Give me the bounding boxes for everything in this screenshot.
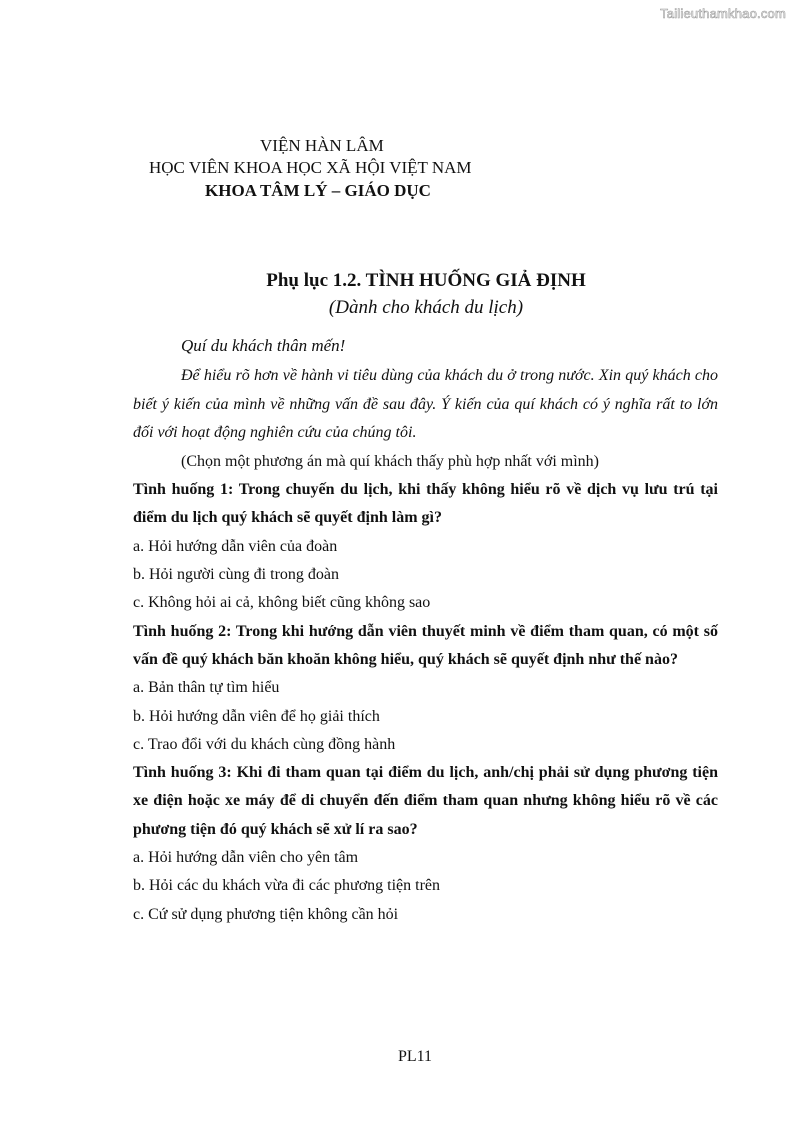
header-line-faculty: KHOA TÂM LÝ – GIÁO DỤC <box>205 181 431 200</box>
document-body <box>133 332 718 929</box>
page-title: Phụ lục 1.2. TÌNH HUỐNG GIẢ ĐỊNH <box>266 270 586 291</box>
greeting: Quí du khách thân mến! <box>181 336 346 355</box>
header-line-institute: HỌC VIÊN KHOA HỌC XÃ HỘI VIỆT NAM <box>149 158 472 177</box>
situation-1-option-b: b. Hỏi người cùng đi trong đoàn <box>133 566 339 584</box>
header-line-academy: VIỆN HÀN LÂM <box>260 136 384 155</box>
situation-2-question: Tình huống 2: Trong khi hướng dẫn viên thuyết minh về điểm tham quan, có một số vấn đề quý khách băn khoăn không hiểu, quý khách sẽ quyết định như thế nào? <box>133 622 718 668</box>
page-subtitle: (Dành cho khách du lịch) <box>328 297 524 318</box>
intro-paragraph: Để hiểu rõ hơn về hành vi tiêu dùng của khách du ở trong nước. Xin quý khách cho biết ý kiến của mình về những vấn đề sau đây. Ý kiến của quí khách có ý nghĩa rất to lớn đối với hoạt động nghiên cứu của chúng tôi. <box>133 367 718 442</box>
situation-1-option-c: c. Không hỏi ai cả, không biết cũng không sao <box>133 594 431 612</box>
instruction-text: (Chọn một phương án mà quí khách thấy phù hợp nhất với mình) <box>181 452 599 470</box>
page-number: PL11 <box>397 1048 433 1065</box>
situation-3-option-b: b. Hỏi các du khách vừa đi các phương tiện trên <box>133 877 441 895</box>
situation-3-question: Tình huống 3: Khi đi tham quan tại điểm du lịch, anh/chị phải sử dụng phương tiện xe điện hoặc xe máy để di chuyển đến điểm tham quan nhưng không hiểu rõ về các phương tiện đó quý khách sẽ xử lí ra sao? <box>133 764 718 838</box>
situation-1-question: Tình huống 1: Trong chuyến du lịch, khi thấy không hiểu rõ về dịch vụ lưu trú tại điểm du lịch quý khách sẽ quyết định làm gì? <box>133 481 718 527</box>
situation-2-option-b: b. Hỏi hướng dẫn viên để họ giải thích <box>133 707 380 725</box>
situation-2-option-c: c. Trao đổi với du khách cùng đồng hành <box>133 735 396 753</box>
situation-2-option-a: a. Bản thân tự tìm hiểu <box>133 679 280 697</box>
situation-1-option-a: a. Hỏi hướng dẫn viên của đoàn <box>133 537 338 555</box>
situation-3-option-c: c. Cứ sử dụng phương tiện không cần hỏi <box>133 905 399 923</box>
situation-3-option-a: a. Hỏi hướng dẫn viên cho yên tâm <box>133 849 359 867</box>
watermark-text: Tailieuthamkhao.com <box>660 6 786 21</box>
